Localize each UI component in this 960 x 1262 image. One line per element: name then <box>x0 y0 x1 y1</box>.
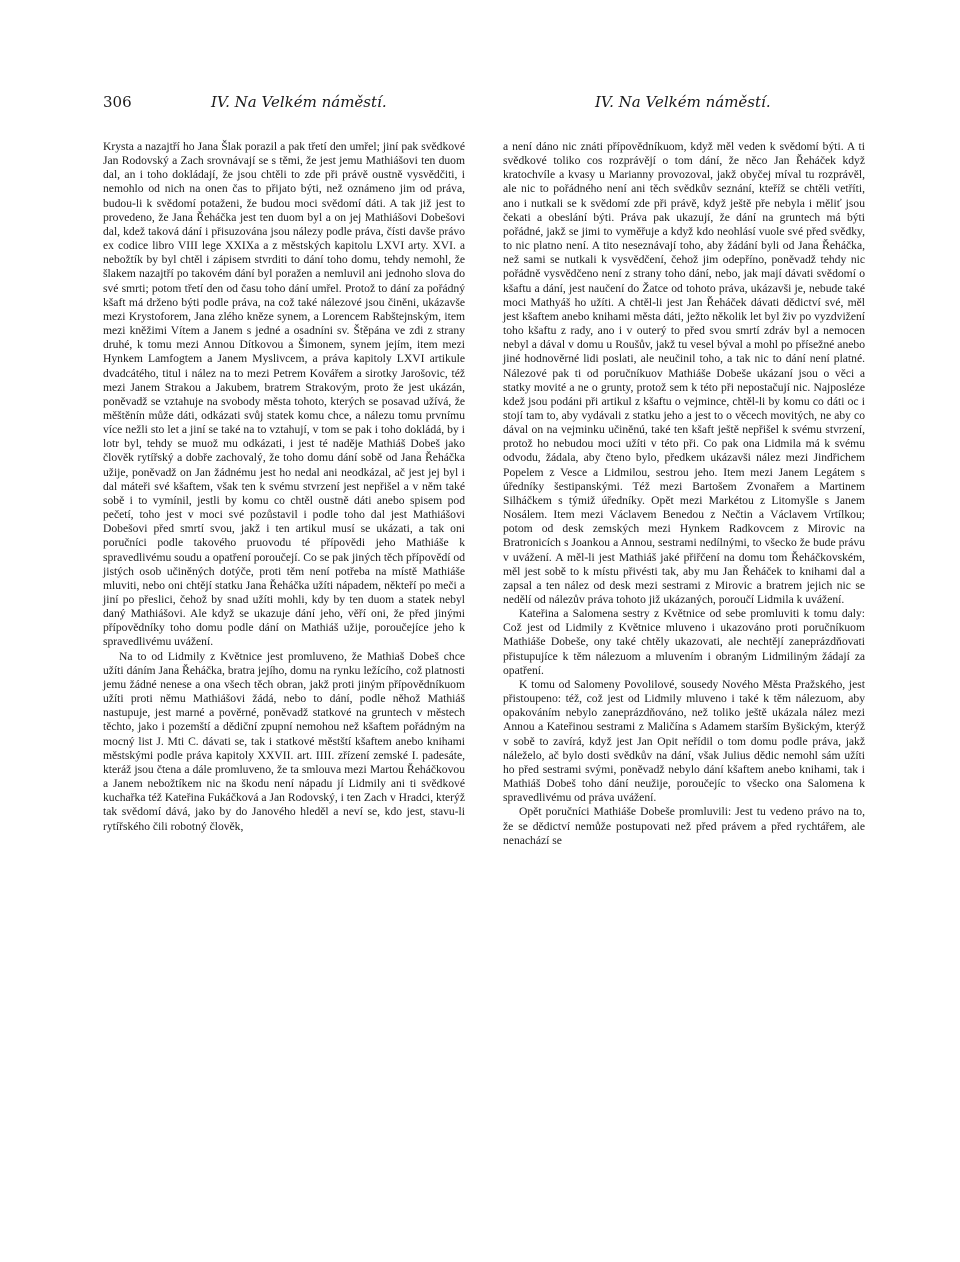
page-number: 306 <box>103 93 132 111</box>
paragraph: Opět poručníci Mathiáše Dobeše promluvili: Jest tu vedeno právo na to, že se dědictví nemůže postupovati než před právem a před rychtářem, ale nenachází se <box>503 805 865 847</box>
paragraph: Kateřina a Salomena sestry z Květnice od sebe promluviti k tomu daly: Což jest od Lidmily z Květnice mluveno i ukazováno proti poručníkuom Mathiáše Dobeše, ony také chtěly ukazovati, ale nechtějí zaneprázdňovati přistupujíce k těm nálezuom a mluvením i obraným Lidmiliným žádají za opatření. <box>503 607 865 677</box>
paragraph: Na to od Lidmily z Květnice jest promluveno, že Mathiaš Dobeš chce užíti dáním Jana Řeháčka, bratra jejího, domu na rynku ležícího, což platnosti jemu žádné nenese a ona všech těch obran, jakž proti jiným přípovědníkuom užíti proti němu Mathiášovi žádá, nebo to dání, podle něhož Mathiáš nastupuje, jest marné a pověrné, poněvadž statkové na gruntech v městech těchto, jako i pozemští a dědiční zpupní nemohou než kšaftem pořádným na mocný list J. Mti C. dávati se, tak i statkové městští kšaftem anebo knihami městskými podle práva kapitoly XXVII. art. IIII. zřízení zemské I. padesáte, kteráž jsou čtena a dále promluveno, že ta smlouva mezi Martou Řeháčkovou a Janem nebožtíkem nic na škodu není nápadu jí Lidmily ani ti svědkové kuchařka též Kateřina Fukáčková a Jan Rodovský, i ten Zach v Hradci, kterýž tak svědomí dává, jako by do Janového hleděl a neví se, kdo jest, stavu-li rytířského čili robotný člověk, <box>103 649 465 833</box>
paragraph: K tomu od Salomeny Povolilové, sousedy Nového Města Pražského, jest přistoupeno: též, což jest od Lidmily mluveno i také k těm nálezuom, aby opakováním nebylo zaneprázdňováno, než toliko ještě ukázala nález mezi Annou a Kateřinou sestrami z Maličína s Adamem starším Byšickým, kterýž v sobě to zavírá, když jest Jan Opit neřídil o tom domu podle práva, jakž náleželo, ač bylo dosti svědkův na dání, však Julius dědic nemohl sám užíti ho před sestrami svými, poněvadž nebylo dání kšaftem anebo knihami, tak i Mathiáš Dobeš toho dání neužije, poroučejíc to všecko ona Salomena k spravedlivému od práva uvážení. <box>503 677 865 805</box>
paragraph: Krysta a nazajtří ho Jana Šlak porazil a pak třetí den umřel; jiní pak svědkové Jan Rodovský a Zach srovnávají se s těmi, že jest jemu Mathiášovi ten duom dal, an i toho dokládají, že jsou chtěli to zde při právě oustně vysvědčiti, i nemohlo od nich na onen čas to přijato býti, než oznámeno jim od práva, budou-li k svědomí potaženi, že budou moci svědomí dáti. A tak již jest to provedeno, že Jana Řeháčka jest ten duom byl a on jej Mathiášovi Dobešovi dal, kdež taková dání i přisuzována jsou nálezy podle práva, čísti davše právo ex codice libro VIII lege XXIXa a z městských kapitolu LXVI arty. XVI. a nebožtík by byl chtěl i zápisem stvrditi to dání toho domu, tehdy nemohl, že šlakem nazajtří po takovém dání byl poražen a nemluvil ani jednoho slova do své smrti; potom třetí den od času toho dání umřel. Protož to dání za pořádný kšaft má drženo býti podle práva, na což také nálezové jsou činěni, ukázavše mezi Krystoforem, Jana zlého kněze synem, a Lorencem Rabštejnským, item mezi kněžimi Vítem a Janem s jedné a osadníni sv. Štěpána ve zdi z strany druhé, k tomu mezi Annou Dítkovou a Šimonem, synem jejím, item mezi Hynkem Lamfogtem a Janem Myslivcem, a práva kapitoly LXVI artikule dvadcátého, titul i nález na to mezi Petrem Kovářem a sirotky Jarošovic, též mezi Janem Strakou a Jakubem, bratrem Strakovým, proto že jest ukázán, poněvadž se vztahuje na svobody města tohoto, kterých se posavad užívá, že měštěnín může dáti, odkázati svůj statek komu chce, a nálezu tomu prvnímu více nežli sto let a jiní se také na to vztahují, v tom se pak i toho dokládá, by i lotr byl, tehdy se muož mu odkázati, i jest té naděje Mathiáš Dobeš jako člověk rytířský a dobře zachovalý, že toho domu dání sobě od Jana Řeháčka užije, poněvadž on Jan žádnému jest ho nedal ani neodkázal, ač jest jej byl i dal máteři své kšaftem, však ten k svému stvrzení jest nepřišel a v něm také sobě i to vymínil, jestli by komu co chtěl oustně dáti anebo spisem pod pečetí, toho jest v moci své pozůstavil i podle toho dal jest Mathiášovi Dobešovi před smrtí svou, jakž i ten artikul musí se ukázati, a tak oni poručníci podle takového pruovodu té přípovědi jeho Mathiáše k spravedlivému soudu a opatření poroučejí. Co se pak jiných těch přípovědí od jistých osob učiněných dotýče, proti těm není potřeba na místě Mathiáše mluviti, nebo oni chtějí statku Jana Řeháčka užíti nápadem, někteří po meči a jiní po přeslici, čehož by snad užíti mohli, kdy by ten duom a statek nebyl daný Mathiášovi. Ale když se ukazuje dání jeho, věří oni, že před jinými přípovědníky toho domu podle dání on Mathiáš užije, poroučejíce jeho k spravedlivému uvážení. <box>103 140 465 649</box>
running-title-right: IV. Na Velkém náměstí. <box>595 93 771 111</box>
page-header <box>103 93 863 115</box>
left-text-column <box>103 140 465 834</box>
right-text-column <box>503 140 865 848</box>
paragraph: a není dáno nic znáti přípovědníkuom, když měl veden k svědomí býti. A ti svědkové toliko cos rozprávějí o tom dání, že něco Jan Řeháček když kratochvíle a kvasy u Marianny provozoval, jakž obyčej míval tu rozprávěl, ale nic to pořádného není ani těch svědkův seznání, kteříž se chtěli vetříti, ano i nutkali se k svědomí zde při právě, když ještě pře nebyla i měliť jsou čekati a obeslání býti. Práva pak ukazují, že dání na gruntech má býti pořádné, jakž se jimi to vyměřuje a když kdo neohlásí vuole své před svědky, to nic platno není. A tito neseznávají toho, aby žádání byli od Jana Řeháčka, než sami se nutkali k vysvědčení, čehož jim odepříno, poněvadž tehdy nic pořádně vysvědčeno není z strany toho dání, nebo, jak mají dávati svědomí o kšaftu a dání, jest naučení do Žatce od tohoto práva, ukázavši je, nebude také moci Mathyáš ho užíti. A chtěl-li jest Jan Řeháček dávati dědictví své, měl jest kšaftem anebo knihami města dáti, ježto několik let byl živ po vyzdvižení toho kšaftu z rady, ano i v outerý to před svou smrtí zdráv byl a nemocen nebyl a dával v domu u Roušův, jakž tu vesel býval a mohl po přísežné anebo jiné hodnověrné lidi poslati, ale neučinil toho, a tak nic to dání není platné. Nálezové pak ti od poručníkuov Mathiáše Dobeše ukázaní jsou o věci a statky movité a ne o grunty, protož sem k této při nepostačují nic. Najposléze kdež jsou podáni při artikul z kšaftu o vejmince, chtěl-li by komu co dáti oc i stojí tam to, aby vydávali z statku jeho a jest to o věcech movitých, ne aby co dával on na vejminku učiněnú, také ten kšaft ještě nepřišel k svému stvrzení, protož ho nebudou moci užíti v této při. Co pak ona Lidmila má k svému odvodu, žádala, aby čteno bylo, předkem ukázavši nález mezi Jindřichem Popelem z Vesce a Lidmilou, sestrou jeho. Item mezi Janem Legátem s úředníky šestipanskými. Též mezi Bartošem Zvonařem a Martinem Silháčkem s týmiž úředníky. Opět mezi Markétou z Litomyšle s Janem Nosálem. Item mezi Václavem Benedou z Nečtin a Václavem Vrtílkou; potom od desk zemských mezi Hynkem Radkovcem z Mirovic na Bratronicích s Joankou a Annou, sestrami nedílnými, to všecko že bude právu v uvážení. A měl-li jest Mathiáš jaké přiřčení na domu tom Řeháčkovském, měl jest sobě to k místu přivésti tak, aby mu Jan Řeháček to knihami dal a zapsal a ten nález od desk mezi sestrami z Mirovic a bratrem jejich nic se nedělí od nálezův práva tohoto již ukázaných, poroučí Lidmila k uvážení. <box>503 140 865 606</box>
running-title-left: IV. Na Velkém náměstí. <box>211 93 387 111</box>
